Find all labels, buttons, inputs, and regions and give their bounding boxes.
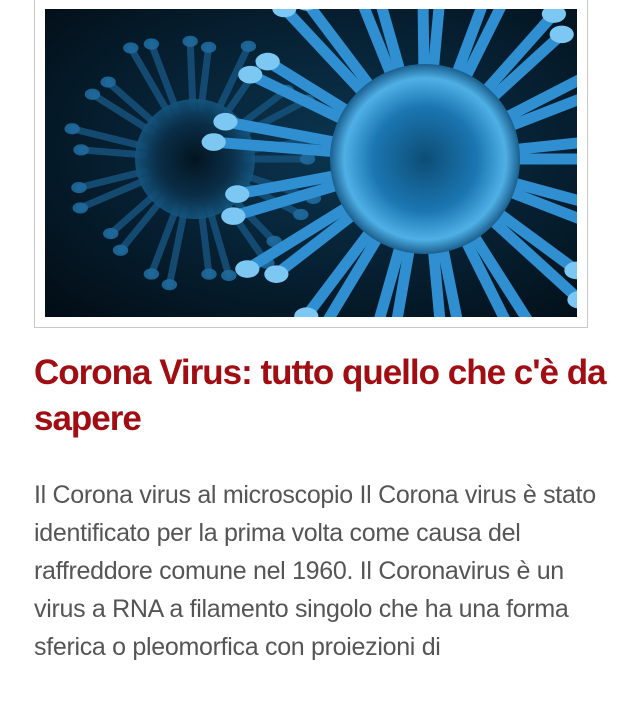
virus-spike-tip (202, 133, 226, 151)
virus-core (330, 64, 520, 254)
virus-spike-tip (550, 26, 574, 44)
virus-spike-tip (123, 42, 138, 53)
virus-spike-tip (100, 76, 115, 87)
virus-spike-tip (162, 279, 177, 290)
virus-spike-tip (293, 209, 308, 220)
virus-spike-tip (113, 245, 128, 256)
virus-spike-tip (71, 182, 86, 193)
virus-spike-tip (73, 202, 88, 213)
virus-spike (190, 41, 193, 108)
virus-spike-tip (213, 113, 237, 131)
virus-spike-tip (182, 36, 197, 47)
virus-spike-tip (144, 38, 159, 49)
virus-spike-tip (221, 270, 236, 281)
virus-spike-tip (238, 66, 262, 84)
coronavirus-image[interactable] (45, 9, 577, 317)
virus-spike-tip (73, 144, 88, 155)
virus-spike-tip (225, 185, 249, 203)
virus-spike-tip (221, 207, 245, 225)
virus-spike-tip (103, 228, 118, 239)
virus-spike-tip (85, 89, 100, 100)
virus-spike-tip (64, 123, 79, 134)
virus-spike-tip (201, 269, 216, 280)
article-excerpt: Il Corona virus al microscopio Il Corona virus è stato identificato per la prima volta come causa del raffreddore comune nel 1960. Il Coronavirus è un virus a RNA a filamento singolo che ha una forma sferica o pleomorfica con proiezioni di (34, 481, 596, 661)
article-title[interactable]: Corona Virus: tutto quello che c'è da sapere (34, 353, 606, 438)
virus-spike-tip (256, 53, 280, 71)
virus-spike-tip (264, 265, 288, 283)
virus-spike-tip (201, 42, 216, 53)
article-image-frame[interactable] (34, 0, 588, 328)
virus-spike-tip (241, 41, 256, 52)
virus-spike-tip (144, 268, 159, 279)
virus-spike-tip (235, 260, 259, 278)
